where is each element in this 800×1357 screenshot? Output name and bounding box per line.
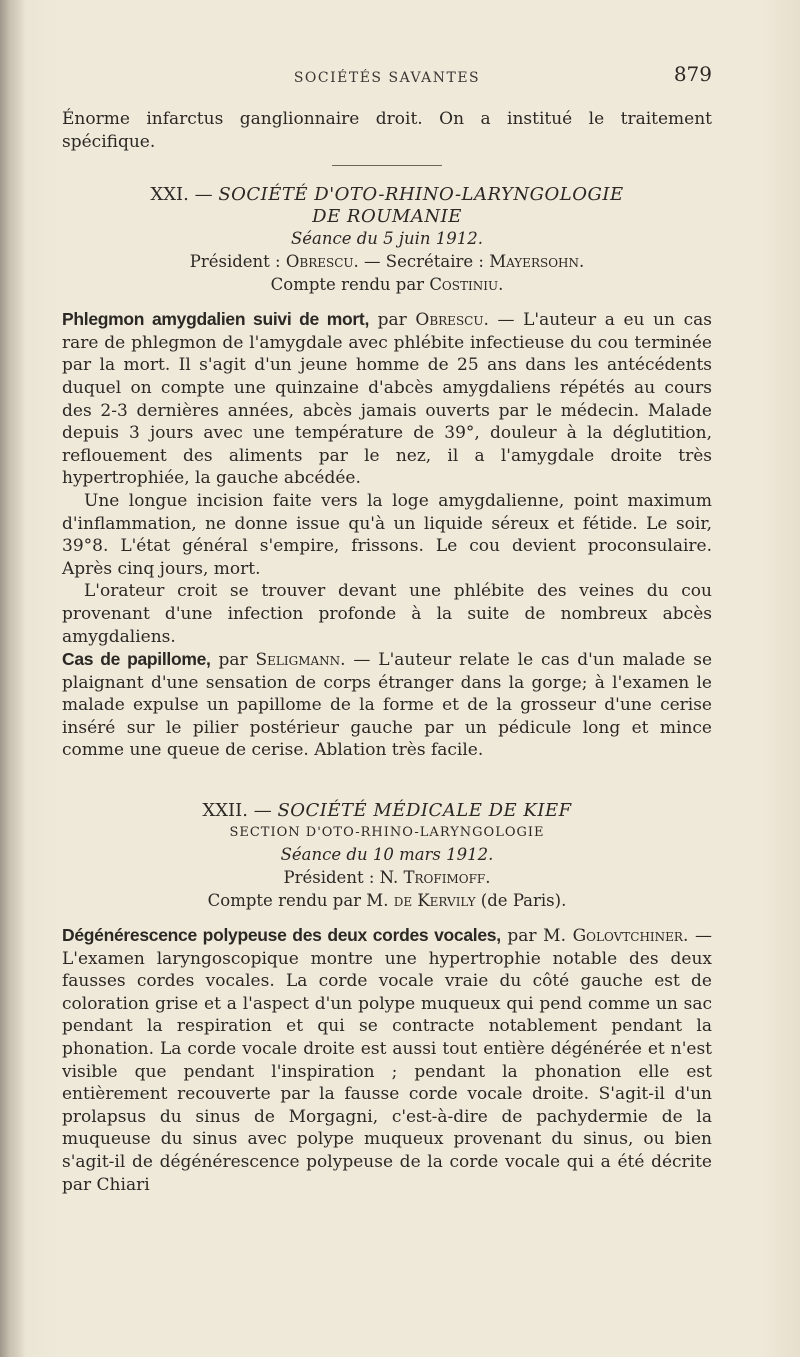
- report-line: [62, 889, 712, 912]
- president-name: Obrescu: [285, 252, 354, 272]
- case-text: . — L'examen laryngoscopique montre une hypertrophie notable des deux fausses cordes vocales. La corde vocale vraie du côté gauche est de coloration grise et a l'aspect d'un polype muqueux qui pend comme un sac pendant la respiration et qui se contracte notablement pendant la phonation. La corde vocale droite est aussi tout entière dégénérée et n'est visible que pendant l'inspiration ; pendant la phonation elle est entièrement recouverte par la fausse corde vocale droite. S'agit-il d'un prolapsus du sinus de Morgagni, c'est-à-dire de pachydermie de la muqueuse du sinus avec polype muqueux provenant du sinus, ou bien s'agit-il de dégénérescence polypeuse de la corde vocale qui a été décrite par Chiari: [62, 926, 712, 1195]
- page-content: [62, 62, 712, 1196]
- case-text: . — L'auteur a eu un cas rare de phlegmon de l'amygdale avec phlébite infectieuse du cou terminée par la mort. Il s'agit d'un jeune homme de 25 ans dans les antécédents duquel on compte une quinzaine d'abcès amygdaliens répétés au cours des 2-3 dernières années, abcès jamais ouverts par le médecin. Malade depuis 3 jours avec une température de 39°, douleur à la déglutition, reflouement des aliments par le nez, il a l'amygdale droite très hypertrophiée, la gauche abcédée.: [62, 310, 712, 489]
- officers-line: [62, 250, 712, 273]
- section-xxii: [62, 800, 712, 1196]
- case-author: Golovtchiner: [572, 926, 683, 947]
- page-number: 879: [673, 62, 712, 86]
- report-end: (de Paris).: [475, 891, 567, 911]
- society-heading-xxi: [62, 184, 712, 206]
- president-name: Trofimoff: [403, 868, 486, 888]
- case-title: Dégénérescence polypeuse des deux cordes vocales,: [62, 925, 501, 946]
- section-xxi: [62, 184, 712, 762]
- society-name-line2: DE ROUMANIE: [312, 206, 462, 228]
- secretary-name: Mayersohn: [489, 252, 580, 272]
- session-date: Séance du 10 mars 1912.: [280, 845, 494, 865]
- officers-end: .: [485, 868, 491, 888]
- by-label: par: [369, 310, 416, 331]
- report-prefix: Compte rendu par: [270, 275, 430, 295]
- society-name: SOCIÉTÉ MÉDICALE DE KIEF: [277, 800, 572, 822]
- carryover-paragraph: Énorme infarctus ganglionnaire droit. On a institué le traitement spécifique.: [62, 109, 712, 152]
- case-text: . — L'auteur relate le cas d'un malade se plaignant d'une sensation de corps étranger dans la gorge; à l'examen le malade expulse un papillome de la forme et de la grosseur d'une cerise inséré sur le pilier postérieur gauche par un pédicule long et mince comme une queue de cerise. Ablation très facile.: [62, 650, 713, 761]
- section-number: XXI. —: [150, 184, 213, 206]
- case-paragraph: Une longue incision faite vers la loge amygdalienne, point maximum d'inflammation, ne donne issue qu'à un liquide séreux et fétide. Le soir, 39°8. L'état général s'empire, frissons. Le cou devient proconsulaire. Après cinq jours, mort.: [62, 490, 712, 579]
- officers-prefix: Président :: [189, 252, 286, 272]
- society-heading-xxii: [62, 800, 712, 822]
- society-name-line1: SOCIÉTÉ D'OTO-RHINO-LARYNGOLOGIE: [218, 184, 624, 206]
- case-title: Phlegmon amygdalien suivi de mort,: [62, 309, 370, 330]
- officers-line: [62, 866, 712, 889]
- running-head: [62, 62, 712, 96]
- reporter-name: Costiniu: [429, 275, 499, 295]
- case-paragraph: [62, 648, 712, 762]
- by-label: par: [210, 650, 256, 671]
- section-divider: [332, 165, 442, 166]
- running-head-title: SOCIÉTÉS SAVANTES: [293, 70, 481, 86]
- report-prefix: Compte rendu par M.: [207, 891, 394, 911]
- section-subtitle: SECTION D'OTO-RHINO-LARYNGOLOGIE: [229, 825, 545, 841]
- book-spine-shadow: [0, 0, 26, 1357]
- case-paragraph: L'orateur croit se trouver devant une phlébite des veines du cou provenant d'une infection profonde à la suite de nombreux abcès amygdaliens.: [62, 581, 712, 647]
- society-heading-xxi-line2: [62, 206, 712, 228]
- case-author: Seligmann: [255, 650, 341, 671]
- officers-prefix: Président : N.: [283, 868, 404, 888]
- case-paragraph: [62, 924, 712, 1196]
- by-label: par M.: [500, 926, 573, 947]
- session-date: Séance du 5 juin 1912.: [290, 229, 484, 249]
- section-number: XXII. —: [202, 800, 272, 822]
- report-end: .: [498, 275, 504, 295]
- case-author: Obrescu: [415, 310, 484, 331]
- case-paragraph: [62, 308, 712, 490]
- officers-end: .: [579, 252, 585, 272]
- officers-mid: . — Secrétaire :: [353, 252, 490, 272]
- case-title: Cas de papillome,: [62, 649, 211, 670]
- reporter-name: de Kervily: [393, 891, 476, 911]
- report-line: [62, 273, 712, 296]
